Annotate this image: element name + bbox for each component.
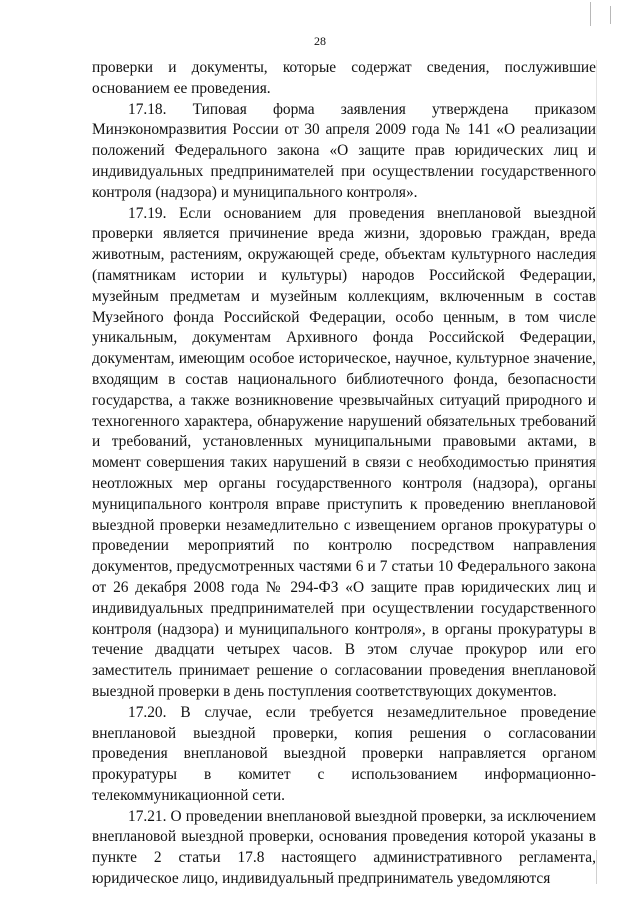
- paragraph-17-21: 17.21. О проведении внеплановой выездной проверки, за исключением внеплановой выездной проверки, основания проведения которой указаны в пункте 2 статьи 17.8 настоящего административного регламента, юридическое лицо, индивидуальный предприниматель уведомляются: [92, 807, 596, 888]
- paragraph-continuation: проверки и документы, которые содержат сведения, послужившие основанием ее проведения.: [92, 59, 596, 97]
- scan-artifact-right-edge: [596, 60, 597, 760]
- page-number: 28: [314, 34, 326, 48]
- scan-artifact-top-right-2: [610, 6, 611, 24]
- paragraph-17-19: 17.19. Если основанием для проведения внеплановой выездной проверки является причинение вреда жизни, здоровью граждан, вреда животным, растениям, окружающей среде, объектам культурного наследия (памятникам истории и культуры) народов Российской Федерации, музейным предметам и музейным коллекциям, включенным в состав Музейного фонда Российской Федерации, особо ценным, в том числе уникальным, документам Архивного фонда Российской Федерации, документам, имеющим особое историческое, научное, культурное значение, входящим в состав национального библиотечного фонда, безопасности государства, а также возникновение чрезвычайных ситуаций природного и техногенного характера, обнаружение нарушений обязательных требований и требований, установленных муниципальными правовыми актами, в момент совершения таких нарушений в связи с необходимостью принятия неотложных мер органы государственного контроля (надзора), органы муниципального контроля вправе приступить к проведению внеплановой выездной проверки незамедлительно с извещением органов прокуратуры о проведении мероприятий по контролю посредством направления документов, предусмотренных частями 6 и 7 статьи 10 Федерального закона от 26 декабря 2008 года № 294-ФЗ «О защите прав юридических лиц и индивидуальных предпринимателей при осуществлении государственного контроля (надзора) и муниципального контроля», в органы прокуратуры в течение двадцати четырех часов. В этом случае прокурор или его заместитель принимает решение о согласовании проведения внеплановой выездной проверки в день поступления соответствующих документов.: [92, 204, 596, 700]
- scan-artifact-bottom-right: [596, 850, 597, 884]
- document-body: [92, 58, 596, 890]
- paragraph-17-18: 17.18. Типовая форма заявления утверждена приказом Минэкономразвития России от 30 апреля 2009 года № 141 «О реализации положений Федерального закона «О защите прав юридических лиц и индивидуальных предпринимателей при осуществлении государственного контроля (надзора) и муниципального контроля».: [92, 100, 596, 201]
- paragraph-17-20: 17.20. В случае, если требуется незамедлительное проведение внеплановой выездной проверки, копия решения о согласовании проведения внеплановой выездной проверки направляется органом прокуратуры в комитет с использованием информационно-телекоммуникационной сети.: [92, 703, 596, 804]
- scan-artifact-top-right: [590, 2, 591, 26]
